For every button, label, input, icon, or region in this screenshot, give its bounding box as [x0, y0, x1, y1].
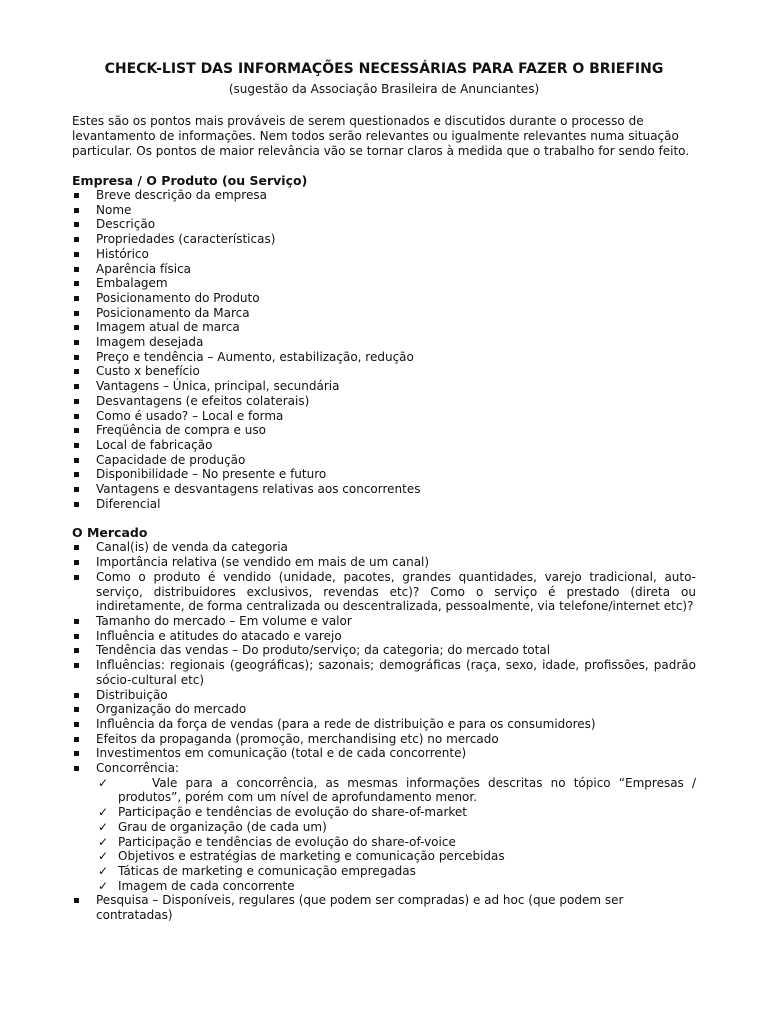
square-bullet-icon [74, 472, 79, 477]
list-item [72, 746, 696, 761]
list-item [72, 540, 696, 555]
square-bullet-icon [74, 648, 79, 653]
document-title: CHECK-LIST DAS INFORMAÇÕES NECESSÁRIAS PARA FAZER O BRIEFING [104, 61, 664, 77]
list-item-text: Distribuição [96, 687, 168, 702]
list-item [72, 217, 696, 232]
list-item [72, 482, 696, 497]
square-bullet-icon [74, 722, 79, 727]
sub-list-item [96, 879, 696, 894]
square-bullet-icon [74, 281, 79, 286]
list-item [72, 629, 696, 644]
checkmark-icon: ✓ [98, 775, 109, 790]
square-bullet-icon [74, 369, 79, 374]
square-bullet-icon [74, 707, 79, 712]
square-bullet-icon [74, 898, 79, 903]
list-item-text: Diferencial [96, 496, 161, 511]
checkmark-icon: ✓ [98, 863, 109, 878]
checkmark-icon: ✓ [98, 878, 109, 893]
list-item [72, 893, 696, 922]
square-bullet-icon [74, 458, 79, 463]
list-item-text: Imagem desejada [96, 335, 204, 350]
list-item-text: Local de fabricação [96, 437, 213, 452]
section-heading-mercado: O Mercado [72, 525, 148, 541]
list-item-text: Preço e tendência – Aumento, estabilização, redução [96, 349, 414, 364]
list-item [72, 658, 696, 687]
list-item [72, 570, 696, 614]
square-bullet-icon [74, 487, 79, 492]
list-item [72, 555, 696, 570]
document-subtitle: (sugestão da Associação Brasileira de Anunciantes) [228, 82, 540, 96]
list-item [72, 409, 696, 424]
list-item-text: Propriedades (características) [96, 232, 276, 247]
square-bullet-icon [74, 384, 79, 389]
sub-list-item-text: Participação e tendências de evolução do share-of-voice [118, 834, 456, 849]
list-item [72, 438, 696, 453]
square-bullet-icon [74, 193, 79, 198]
list-item [72, 423, 696, 438]
list-item [72, 717, 696, 732]
square-bullet-icon [74, 443, 79, 448]
list-item-text: Importância relativa (se vendido em mais de um canal) [96, 555, 430, 570]
list-item [72, 467, 696, 482]
section-heading-empresa: Empresa / O Produto (ou Serviço) [72, 173, 308, 188]
list-item [72, 761, 696, 893]
list-item-text: Breve descrição da empresa [96, 188, 267, 202]
list-item-text: Capacidade de produção [96, 452, 246, 467]
list-item-text: Descrição [96, 217, 156, 232]
list-item [72, 614, 696, 629]
square-bullet-icon [74, 502, 79, 507]
square-bullet-icon [74, 634, 79, 639]
list-item-text: Embalagem [96, 276, 168, 291]
list-item [72, 247, 696, 262]
checkmark-icon: ✓ [98, 819, 109, 834]
list-item-text: Posicionamento da Marca [96, 305, 250, 320]
list-item [72, 262, 696, 277]
sub-list-item [96, 805, 696, 820]
mercado-list [72, 540, 696, 922]
square-bullet-icon [74, 693, 79, 698]
list-item-text: Aparência física [96, 261, 192, 276]
list-item-text: Concorrência: [96, 761, 179, 776]
list-item [72, 394, 696, 409]
square-bullet-icon [74, 737, 79, 742]
square-bullet-icon [74, 340, 79, 345]
square-bullet-icon [74, 325, 79, 330]
list-item-text: Histórico [96, 246, 149, 261]
list-item [72, 688, 696, 703]
list-item-text: Pesquisa – Disponíveis, regulares (que podem ser compradas) e ad hoc (que podem ser contratadas) [96, 893, 624, 923]
square-bullet-icon [74, 222, 79, 227]
list-item-text: Custo x benefício [96, 364, 200, 379]
list-item-text: Tendência das vendas – Do produto/serviço; da categoria; do mercado total [96, 643, 551, 658]
list-item [72, 732, 696, 747]
list-item-text: Desvantagens (e efeitos colaterais) [96, 393, 310, 408]
sub-list-item [96, 864, 696, 879]
checkmark-icon: ✓ [98, 849, 109, 864]
list-item-text: Influências: regionais (geográficas); sazonais; demográficas (raça, sexo, idade, profissões, padrão sócio-cultural etc) [96, 658, 696, 687]
list-item [72, 497, 696, 512]
sub-list-item [96, 835, 696, 850]
square-bullet-icon [74, 619, 79, 624]
sub-list-item [96, 820, 696, 835]
list-item-text: Tamanho do mercado – Em volume e valor [96, 613, 352, 628]
sub-list-item [96, 776, 696, 805]
list-item-text: Nome [96, 202, 132, 217]
list-item-text: Vantagens e desvantagens relativas aos concorrentes [96, 482, 421, 497]
empresa-list [72, 188, 696, 511]
list-item [72, 203, 696, 218]
square-bullet-icon [74, 575, 79, 580]
list-item [72, 276, 696, 291]
sub-list-item [96, 849, 696, 864]
sub-list-item-text: Vale para a concorrência, as mesmas informações descritas no tópico “Empresas / produtos”, porém com um nível de aprofundamento menor. [118, 775, 696, 805]
square-bullet-icon [74, 296, 79, 301]
list-item [72, 364, 696, 379]
list-item-text: Disponibilidade – No presente e futuro [96, 467, 327, 482]
square-bullet-icon [74, 414, 79, 419]
square-bullet-icon [74, 208, 79, 213]
checkmark-icon: ✓ [98, 834, 109, 849]
list-item [72, 188, 696, 203]
list-item [72, 702, 696, 717]
sub-list-item-text: Táticas de marketing e comunicação empregadas [118, 863, 416, 878]
square-bullet-icon [74, 545, 79, 550]
list-item-text: Vantagens – Única, principal, secundária [96, 379, 340, 394]
list-item [72, 379, 696, 394]
square-bullet-icon [74, 355, 79, 360]
list-item-text: Como o produto é vendido (unidade, pacotes, grandes quantidades, varejo tradicional, auto-serviço, distribuidores exclusivos, revendas etc)? Como o serviço é prestado (direta ou indiretamente, de forma centralizada ou descentralizada, pessoalmente, via telefone/internet etc)? [96, 569, 696, 614]
document-page [72, 60, 696, 923]
list-item [72, 291, 696, 306]
sub-list-item-text: Grau de organização (de cada um) [118, 819, 327, 834]
list-item-text: Influência da força de vendas (para a rede de distribuição e para os consumidores) [96, 716, 596, 731]
concorrencia-sublist [96, 776, 696, 894]
sub-list-item-text: Participação e tendências de evolução do share-of-market [118, 805, 467, 820]
square-bullet-icon [74, 252, 79, 257]
list-item-text: Posicionamento do Produto [96, 290, 260, 305]
square-bullet-icon [74, 751, 79, 756]
square-bullet-icon [74, 766, 79, 771]
list-item-text: Organização do mercado [96, 702, 247, 717]
square-bullet-icon [74, 311, 79, 316]
list-item-text: Efeitos da propaganda (promoção, merchandising etc) no mercado [96, 731, 499, 746]
list-item-text: Canal(is) de venda da categoria [96, 540, 288, 555]
checkmark-icon: ✓ [98, 805, 109, 820]
list-item [72, 643, 696, 658]
sub-list-item-text: Objetivos e estratégias de marketing e comunicação percebidas [118, 849, 505, 864]
list-item [72, 453, 696, 468]
list-item [72, 320, 696, 335]
intro-paragraph: Estes são os pontos mais prováveis de serem questionados e discutidos durante o processo de levantamento de informações. Nem todos serão relevantes ou igualmente relevantes numa situação particular. Os pontos de maior relevância vão se tornar claros à medida que o trabalho for sendo feito. [72, 114, 690, 158]
square-bullet-icon [74, 237, 79, 242]
sub-list-item-text: Imagem de cada concorrente [118, 878, 295, 893]
list-item [72, 335, 696, 350]
list-item [72, 232, 696, 247]
square-bullet-icon [74, 428, 79, 433]
list-item-text: Influência e atitudes do atacado e varejo [96, 628, 342, 643]
list-item [72, 306, 696, 321]
square-bullet-icon [74, 560, 79, 565]
list-item-text: Freqüência de compra e uso [96, 423, 266, 438]
list-item-text: Como é usado? – Local e forma [96, 408, 284, 423]
square-bullet-icon [74, 663, 79, 668]
square-bullet-icon [74, 267, 79, 272]
list-item-text: Investimentos em comunicação (total e de cada concorrente) [96, 746, 467, 761]
list-item [72, 350, 696, 365]
square-bullet-icon [74, 399, 79, 404]
list-item-text: Imagem atual de marca [96, 320, 240, 335]
